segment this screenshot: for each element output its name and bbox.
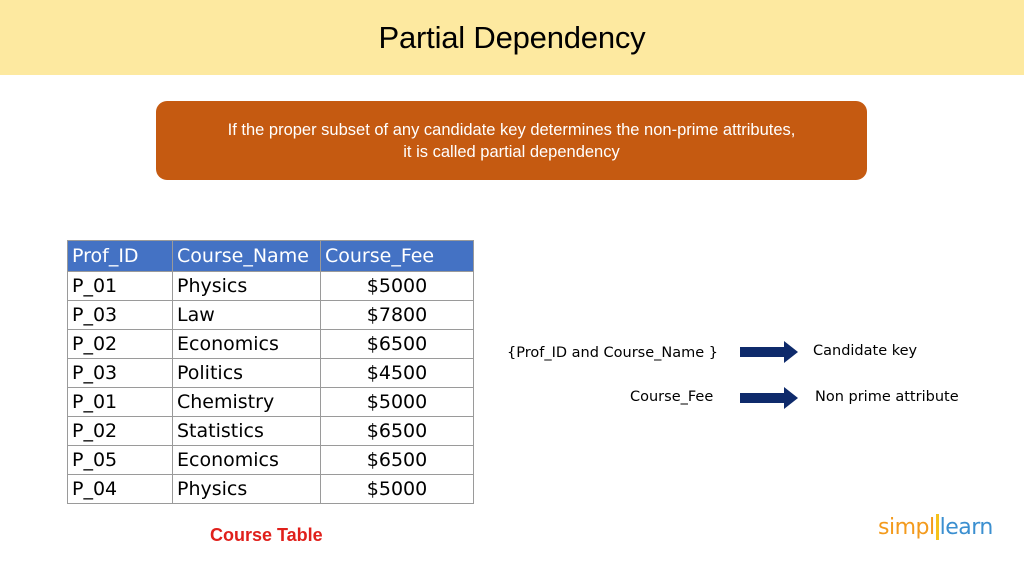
cell-prof-id: P_01 (68, 388, 173, 417)
cell-prof-id: P_02 (68, 417, 173, 446)
cell-course-fee: $6500 (321, 330, 474, 359)
header-course-fee: Course_Fee (321, 241, 474, 272)
cell-course-name: Chemistry (173, 388, 321, 417)
table-row (68, 359, 474, 388)
table-caption: Course Table (210, 525, 323, 545)
logo-text-part2: learn (939, 515, 993, 540)
table-row (68, 301, 474, 330)
cell-prof-id: P_03 (68, 301, 173, 330)
table-row (68, 272, 474, 301)
cell-course-name: Economics (173, 330, 321, 359)
simplilearn-logo (878, 514, 998, 554)
cell-course-fee: $5000 (321, 272, 474, 301)
cell-prof-id: P_03 (68, 359, 173, 388)
candidate-key-expression: {Prof_ID and Course_Name } (507, 345, 719, 361)
cell-course-name: Law (173, 301, 321, 330)
cell-course-fee: $5000 (321, 475, 474, 504)
cell-course-name: Physics (173, 475, 321, 504)
header-prof-id: Prof_ID (68, 241, 173, 272)
cell-course-name: Physics (173, 272, 321, 301)
non-prime-attribute-label: Non prime attribute (815, 389, 959, 405)
cell-prof-id: P_01 (68, 272, 173, 301)
cell-course-fee: $7800 (321, 301, 474, 330)
table-row (68, 475, 474, 504)
definition-box (156, 101, 867, 180)
cell-prof-id: P_02 (68, 330, 173, 359)
cell-course-name: Statistics (173, 417, 321, 446)
table-row (68, 330, 474, 359)
candidate-key-label: Candidate key (813, 343, 918, 359)
arrow-right-icon (740, 387, 798, 409)
definition-line-1: If the proper subset of any candidate key determines the non-prime attributes, (227, 121, 796, 139)
course-fee-expression: Course_Fee (630, 389, 714, 405)
table-header-row (68, 241, 474, 272)
cell-course-name: Politics (173, 359, 321, 388)
cell-course-name: Economics (173, 446, 321, 475)
cell-course-fee: $4500 (321, 359, 474, 388)
cell-course-fee: $5000 (321, 388, 474, 417)
logo-text-part1: simpl (878, 515, 935, 540)
header-course-name: Course_Name (173, 241, 321, 272)
cell-course-fee: $6500 (321, 417, 474, 446)
cell-prof-id: P_05 (68, 446, 173, 475)
table-row (68, 417, 474, 446)
arrow-right-icon (740, 341, 798, 363)
course-table (67, 240, 474, 504)
slide-title: Partial Dependency (378, 20, 646, 55)
cell-prof-id: P_04 (68, 475, 173, 504)
table-row (68, 446, 474, 475)
table-row (68, 388, 474, 417)
logo-bar-icon (936, 514, 939, 540)
cell-course-fee: $6500 (321, 446, 474, 475)
definition-line-2: it is called partial dependency (403, 143, 620, 161)
